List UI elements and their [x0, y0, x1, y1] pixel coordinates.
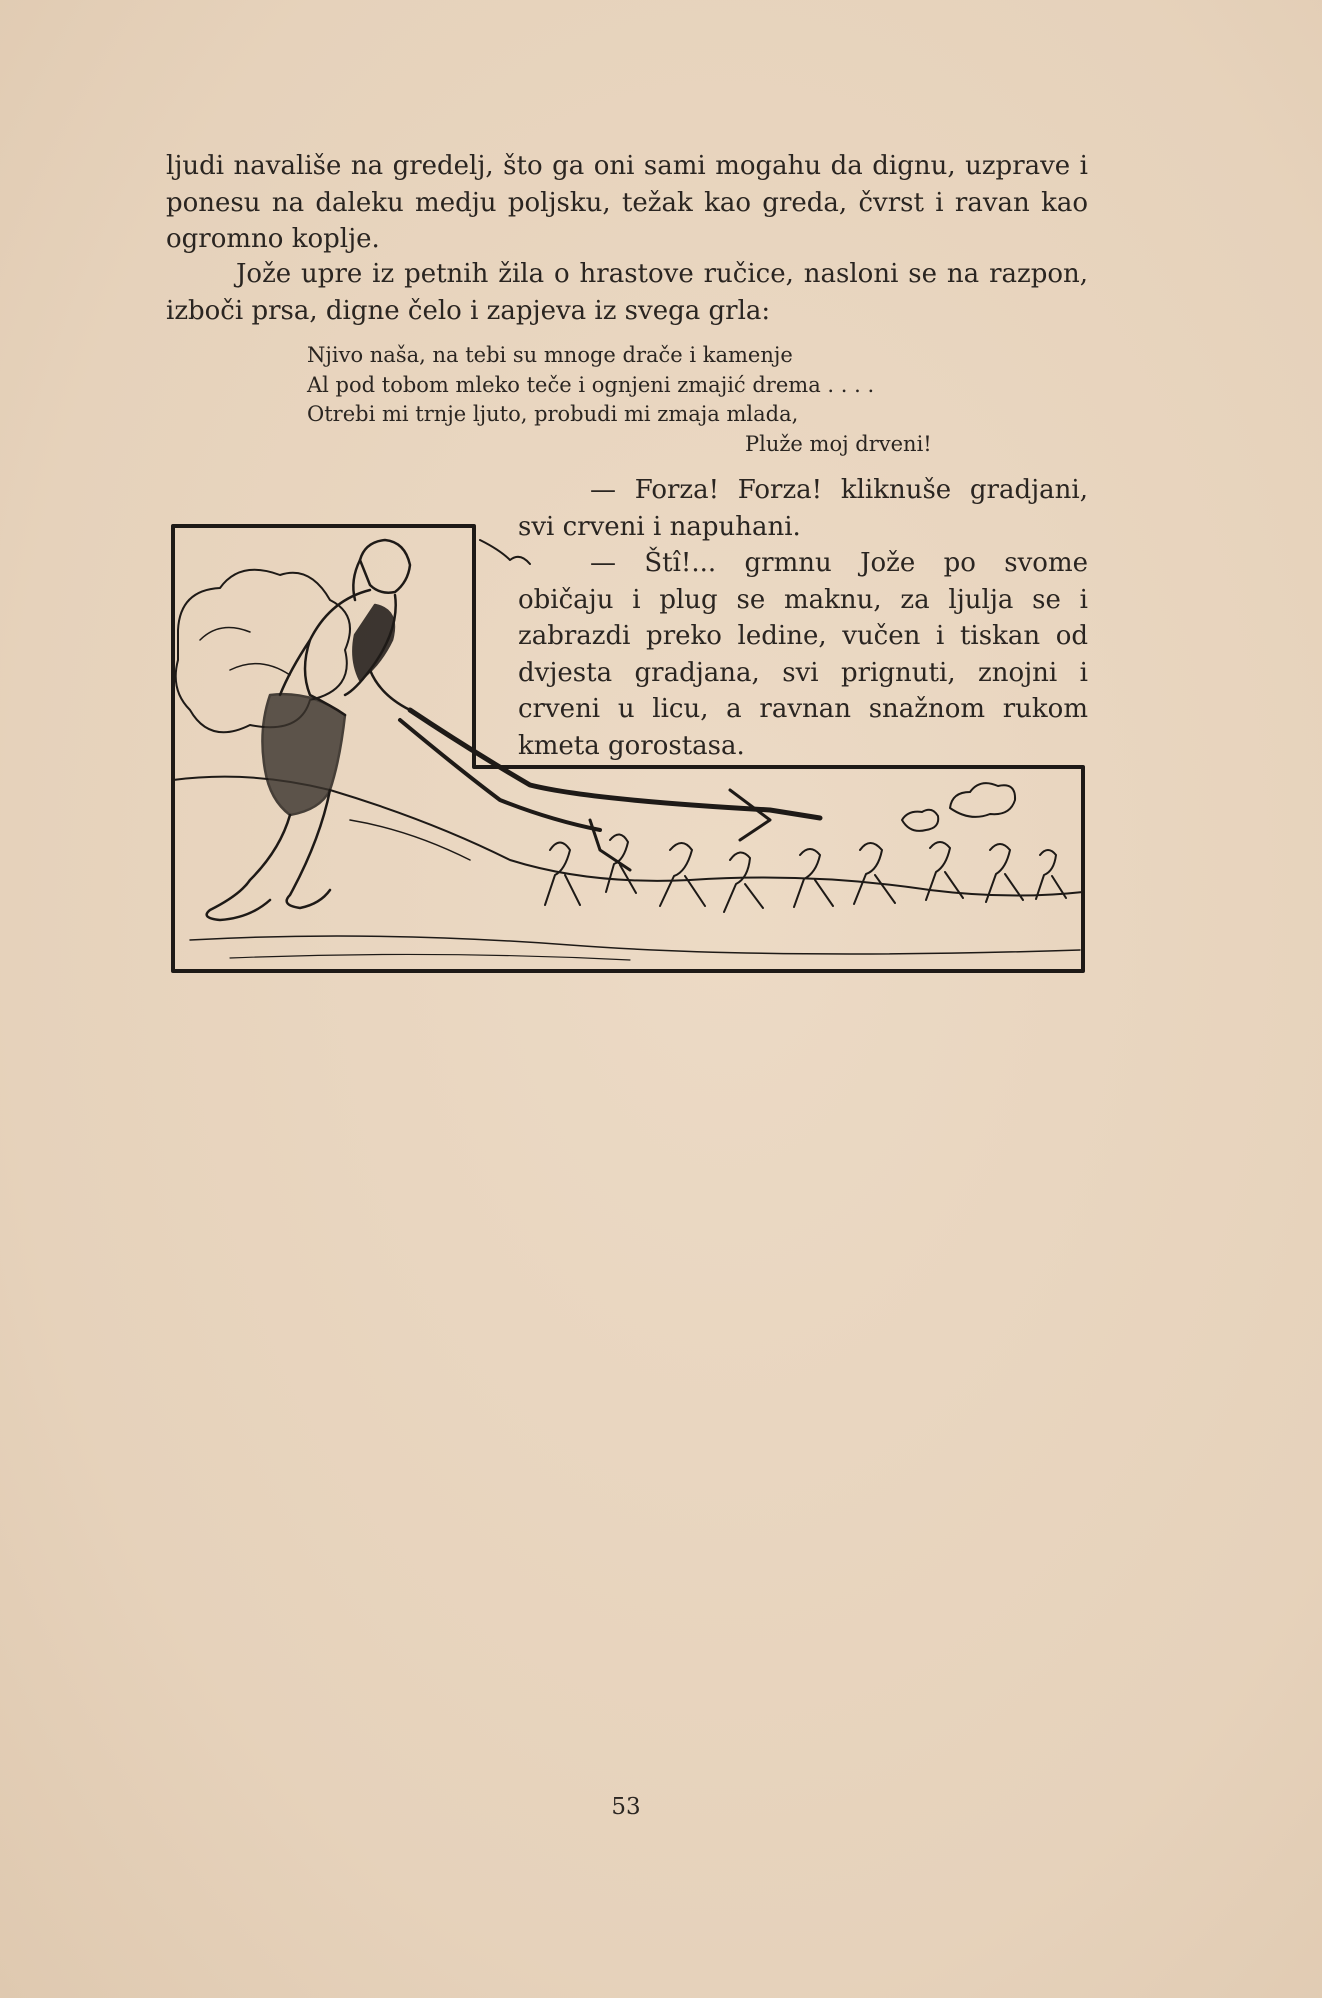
plough-beam [410, 710, 820, 818]
body-paragraph: ljudi navališe na gredelj, što ga oni sami mogahu da dignu, uzprave i ponesu na daleku medju poljsku, težak kao greda, čvrst i ravan kao ogromno koplje. [166, 151, 1088, 254]
poem-stanza [307, 341, 932, 459]
body-paragraph: Jože upre iz petnih žila o hrastove ručice, nasloni se na razpon, izboči prsa, digne čelo i zapjeva iz svega grla: [166, 259, 1088, 326]
cloud-icon [902, 810, 938, 831]
page-number: 53 [611, 1794, 641, 1820]
crowd [545, 834, 1066, 912]
side-paragraph: — Štî!... grmnu Jože po svome običaju i plug se maknu, za ljulja se i zabrazdi preko ledine, vučen i tiskan od dvjesta gradjana, svi prignuti, znojni i crveni u licu, a ravnan snažnom rukom kmeta gorostasa. [518, 548, 1088, 761]
poem-line: Al pod tobom mleko teče i ognjeni zmajić drema . . . . [307, 372, 875, 397]
cloud-icon [950, 783, 1015, 817]
side-paragraph: — Forza! Forza! kliknuše gradjani, svi crveni i napuhani. [518, 475, 1088, 542]
poem-line: Njivo naša, na tebi su mnoge drače i kamenje [307, 343, 793, 367]
poem-line: Otrebi mi trnje ljuto, probudi mi zmaja mlada, [307, 402, 799, 426]
ploughing-illustration [170, 520, 1088, 976]
poem-line: Pluže moj drveni! [745, 431, 932, 456]
